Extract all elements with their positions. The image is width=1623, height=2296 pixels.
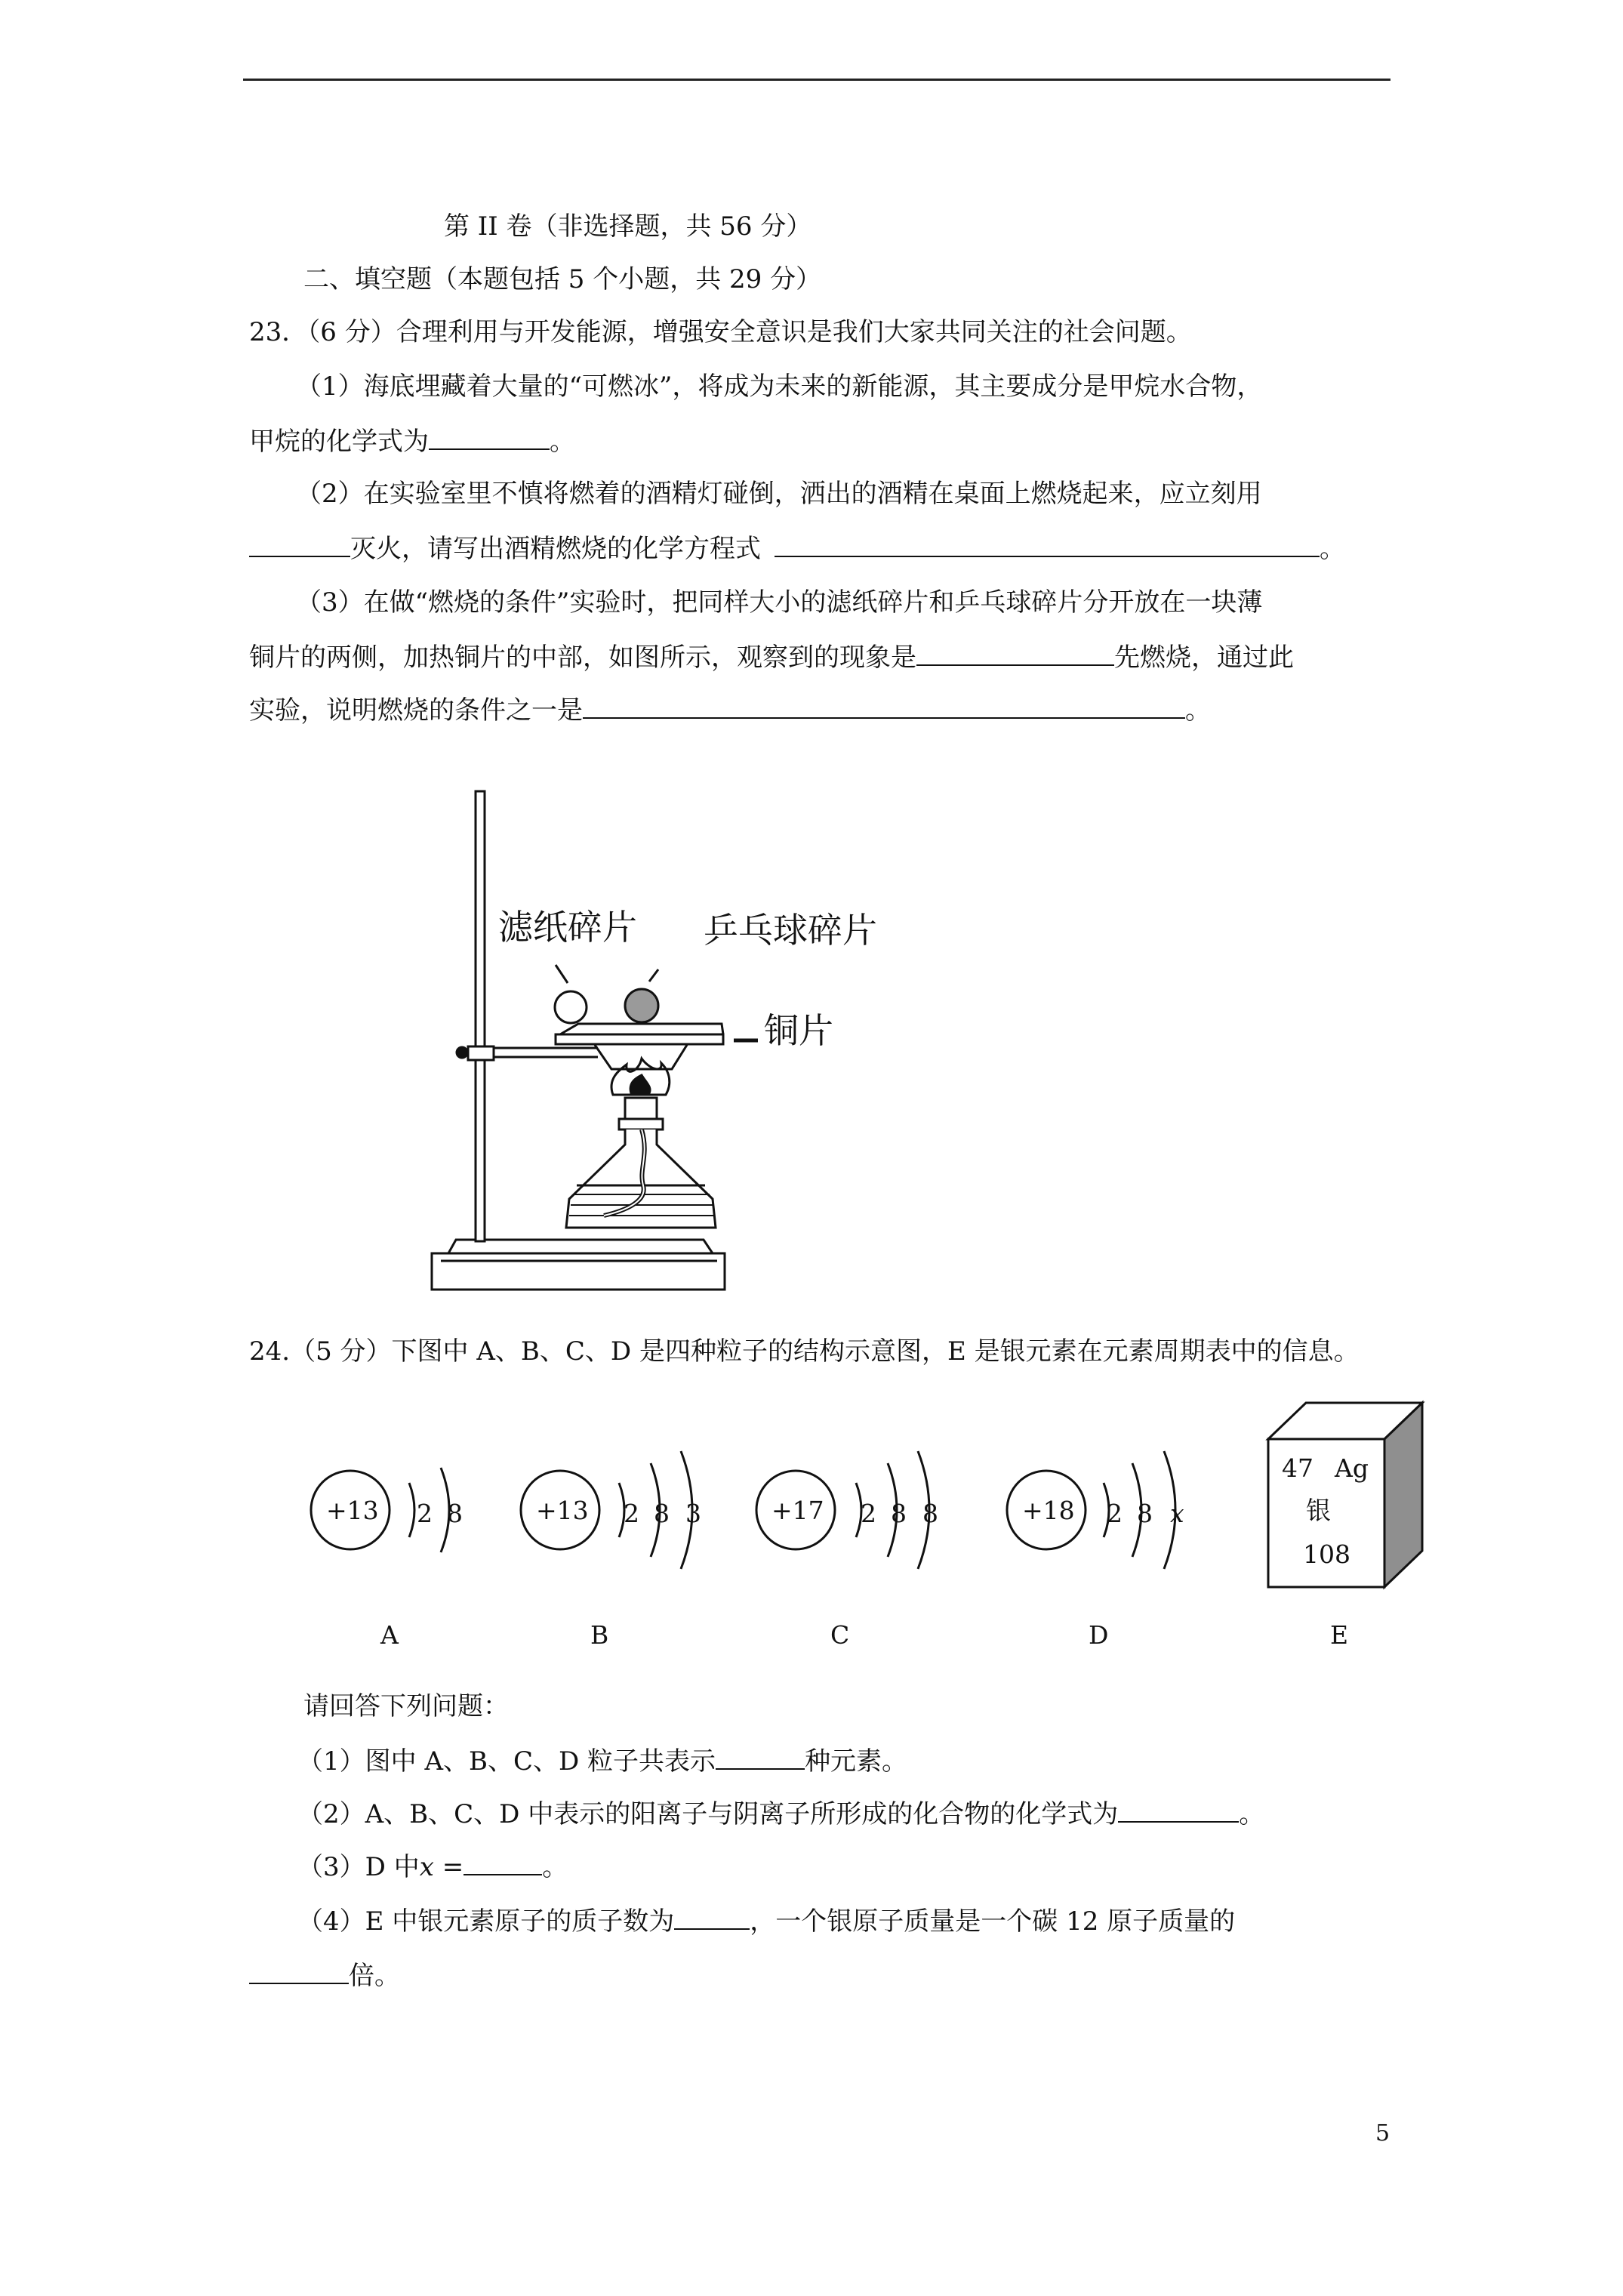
q24-sub2-end: 。 xyxy=(1239,1799,1265,1829)
particle-diagrams xyxy=(302,1394,1449,1681)
element-number: 47 xyxy=(1282,1453,1313,1483)
q24-sub4-text: （4）E 中银元素原子的质子数为 xyxy=(297,1906,675,1937)
label-filter-paper: 滤纸碎片 xyxy=(498,907,637,948)
page-number: 5 xyxy=(1375,2120,1390,2147)
q23-part3-text: 铜片的两侧，加热铜片的中部，如图所示，观察到的现象是 xyxy=(249,643,916,673)
header-rule xyxy=(243,79,1390,81)
section-heading: 第 II 卷（非选择题，共 56 分） xyxy=(444,211,812,242)
part-heading: 二、填空题（本题包括 5 个小题，共 29 分） xyxy=(303,264,822,294)
particle-c-shell-2: 8 xyxy=(891,1499,907,1528)
q23-part3-text-c: 实验，说明燃烧的条件之一是 xyxy=(249,695,583,726)
answer-blank-extinguish[interactable] xyxy=(249,530,350,557)
label-a: A xyxy=(380,1620,399,1650)
label-c: C xyxy=(830,1620,850,1650)
q23-part2-text: 灭火，请写出酒精燃烧的化学方程式 xyxy=(350,534,761,564)
particle-d-nucleus: +18 xyxy=(1022,1496,1075,1525)
label-copper: 铜片 xyxy=(764,1010,833,1051)
q23-stem: 23．（6 分）合理利用与开发能源，增强安全意识是我们大家共同关注的社会问题。 xyxy=(249,317,1192,347)
stand-base xyxy=(432,1253,725,1290)
particle-d-shell-2: 8 xyxy=(1137,1499,1153,1528)
q23-part3-line3 xyxy=(249,692,1211,727)
q23-part3-line1: （3）在做“燃烧的条件”实验时，把同样大小的滤纸碎片和乒乓球碎片分开放在一块薄 xyxy=(296,587,1263,618)
particle-b-shell-3: 3 xyxy=(685,1499,701,1528)
answer-blank-element-count[interactable] xyxy=(716,1743,805,1770)
answer-blank-x-value[interactable] xyxy=(463,1848,542,1875)
q24-sub3 xyxy=(297,1848,568,1884)
answer-blank-mass-ratio[interactable] xyxy=(249,1957,349,1984)
particle-b-shell-1: 2 xyxy=(624,1499,639,1528)
q24-sub1 xyxy=(297,1743,907,1778)
q23-part2-line2 xyxy=(249,530,1345,566)
stand-pole xyxy=(476,791,485,1241)
label-e: E xyxy=(1330,1620,1349,1650)
q23-part3-text-b: 先燃烧，通过此 xyxy=(1114,643,1294,673)
q24-sub4-text-b: ，一个银原子质量是一个碳 12 原子质量的 xyxy=(750,1906,1236,1937)
q24-sub1-text: （1）图中 A、B、C、D 粒子共表示 xyxy=(297,1746,716,1777)
q23-part1-text: 甲烷的化学式为 xyxy=(249,427,429,457)
clamp-arm xyxy=(494,1048,598,1057)
particle-c-nucleus: +17 xyxy=(771,1496,824,1525)
particle-a-shell-2: 8 xyxy=(447,1499,463,1528)
q23-part2-end: 。 xyxy=(1320,534,1345,564)
q23-part1-line1: （1）海底埋藏着大量的“可燃冰”，将成为未来的新能源，其主要成分是甲烷水合物， xyxy=(296,371,1263,402)
particle-c-shell-3: 8 xyxy=(922,1499,938,1528)
element-tile-ag xyxy=(512,1394,1422,1587)
q23-apparatus-figure xyxy=(423,778,921,1306)
q23-part1-line2 xyxy=(249,423,575,458)
answer-blank-phenomenon[interactable] xyxy=(916,639,1114,666)
element-symbol: Ag xyxy=(1335,1453,1369,1483)
particle-c-shell-1: 2 xyxy=(861,1499,876,1528)
element-mass: 108 xyxy=(1303,1539,1350,1569)
particle-b-shell-2: 8 xyxy=(654,1499,670,1528)
q24-stem: 24.（5 分）下图中 A、B、C、D 是四种粒子的结构示意图，E 是银元素在元素周期表中的信息。 xyxy=(249,1336,1360,1367)
q24-sub3-eq: = xyxy=(433,1852,464,1882)
particle-d-shell-1: 2 xyxy=(1107,1499,1123,1528)
q23-part2-line1: （2）在实验室里不慎将燃着的酒精灯碰倒，洒出的酒精在桌面上燃烧起来，应立刻用 xyxy=(296,479,1262,509)
q24-sub2-text: （2）A、B、C、D 中表示的阳离子与阴离子所形成的化合物的化学式为 xyxy=(297,1799,1119,1829)
label-d: D xyxy=(1089,1620,1109,1650)
particle-b-nucleus: +13 xyxy=(536,1496,589,1525)
answer-blank-combustion-equation[interactable] xyxy=(775,530,1320,557)
q24-sub1-end: 种元素。 xyxy=(805,1746,908,1777)
q24-sub4-line1 xyxy=(297,1903,1235,1938)
q23-part3-end: 。 xyxy=(1185,695,1211,726)
clamp-screw xyxy=(457,1047,467,1058)
q24-sub2 xyxy=(297,1795,1264,1831)
element-name: 银 xyxy=(1306,1496,1331,1525)
answer-blank-methane-formula[interactable] xyxy=(429,423,550,450)
answer-blank-compound-formula[interactable] xyxy=(1118,1795,1239,1823)
answer-blank-proton-number[interactable] xyxy=(674,1903,750,1930)
q24-sub4-line2 xyxy=(249,1957,400,1992)
filter-paper-piece xyxy=(555,991,587,1023)
q24-sub3-text: （3）D 中 xyxy=(297,1852,420,1882)
q24-sub3-var: x xyxy=(419,1852,434,1882)
q23-part1-end: 。 xyxy=(550,427,575,457)
particle-a-shell-1: 2 xyxy=(417,1499,433,1528)
q24-sub3-end: 。 xyxy=(542,1852,568,1882)
q23-part3-line2 xyxy=(249,639,1294,674)
particle-d-shell-3: x xyxy=(1170,1499,1184,1528)
q24-prompt: 请回答下列问题： xyxy=(303,1691,509,1721)
q24-sub4-end: 倍。 xyxy=(349,1961,400,1991)
label-b: B xyxy=(590,1620,609,1650)
copper-plate xyxy=(556,1034,723,1044)
particle-a-nucleus: +13 xyxy=(326,1496,379,1525)
pingpong-piece xyxy=(625,989,658,1022)
answer-blank-condition[interactable] xyxy=(583,692,1185,719)
label-pingpong: 乒乓球碎片 xyxy=(704,910,877,951)
